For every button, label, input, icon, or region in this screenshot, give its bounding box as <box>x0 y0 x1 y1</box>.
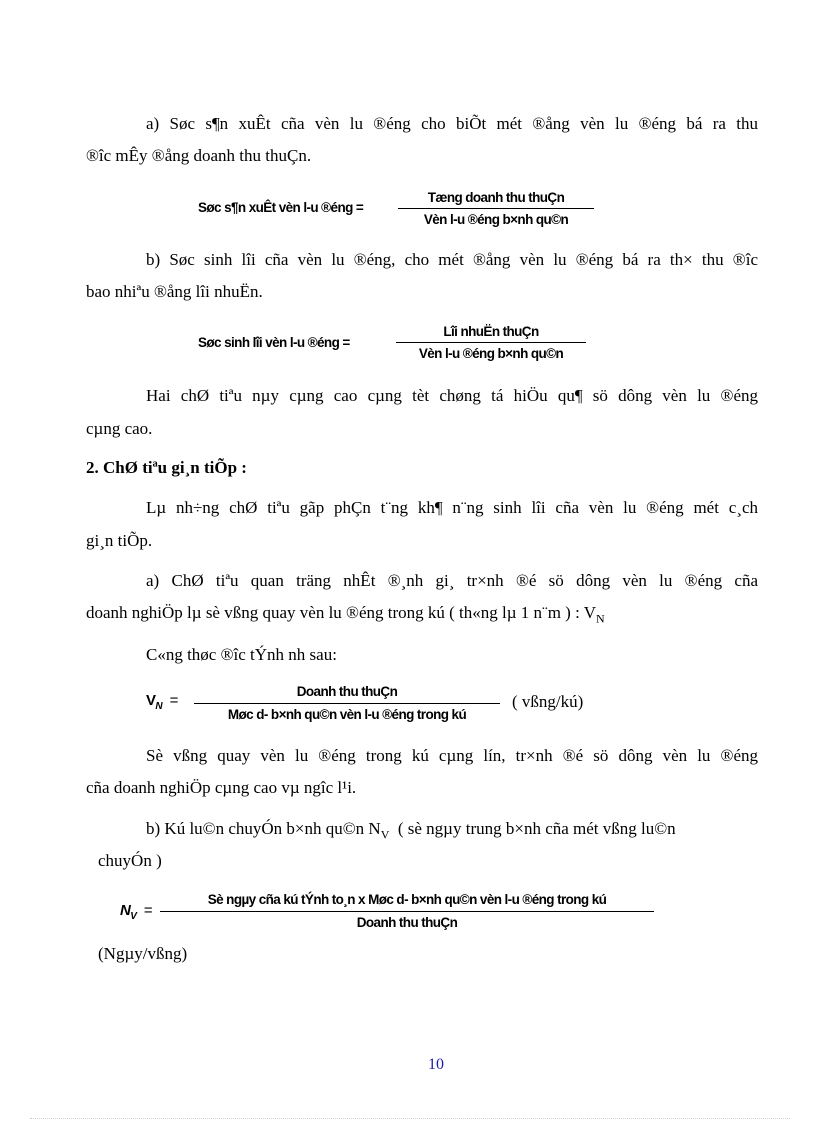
formula-1-numerator: Tæng doanh thu thuÇn <box>427 190 565 205</box>
formula-3-lhs <box>146 692 178 712</box>
formula-2-numerator: Lîi nhuËn thuÇn <box>443 324 539 339</box>
paragraph-8-line-2: chuyÓn ) <box>98 851 162 870</box>
paragraph-5-line-2-text: doanh nghiÖp lµ sè vßng quay vèn lu ®éng trong kú ( th«ng lµ 1 n¨m ) : V <box>86 603 597 622</box>
formula-4-denominator: Doanh thu thuÇn <box>356 915 458 930</box>
paragraph-5-subscript: N <box>596 611 605 626</box>
paragraph-6: C«ng thøc ®îc tÝnh nh sau: <box>146 645 337 664</box>
paragraph-1-line-1: a) Søc s¶n xuÊt cña vèn lu ®éng cho biÕt mét ®ång vèn lu ®éng bá ra thu <box>146 114 758 133</box>
formula-3-lhs-sub: N <box>155 701 163 712</box>
paragraph-8-line-1 <box>146 819 676 842</box>
paragraph-8-line-1-text: b) Kú lu©n chuyÓn b×nh qu©n N <box>146 819 381 838</box>
paragraph-8-subscript: V <box>380 827 390 842</box>
formula-2-fraction-bar <box>396 342 586 343</box>
paragraph-7-line-2: cña doanh nghiÖp cµng cao vµ ngîc l¹i. <box>86 778 357 797</box>
formula-4-fraction-bar <box>160 911 654 912</box>
formula-3-fraction-bar <box>194 703 500 704</box>
page-bottom-divider <box>30 1118 790 1119</box>
formula-4-numerator: Sè ngµy cña kú tÝnh to¸n x Møc d- b×nh qu©n vèn l-u ®éng trong kú <box>207 892 607 907</box>
paragraph-2-line-1: b) Søc sinh lîi cña vèn lu ®éng, cho mét ®ång vèn lu ®éng bá ra th× thu ®îc <box>146 250 758 269</box>
paragraph-3-line-1: Hai chØ tiªu nµy cµng cao cµng tèt chøng tá hiÖu qu¶ sö dông vèn lu ®éng <box>146 386 758 405</box>
formula-3-denominator: Møc d- b×nh qu©n vèn l-u ®éng trong kú <box>227 707 467 722</box>
formula-2-denominator: Vèn l-u ®éng b×nh qu©n <box>418 346 564 361</box>
formula-1-denominator: Vèn l-u ®éng b×nh qu©n <box>423 212 569 227</box>
formula-1-lhs: Søc s¶n xuÊt vèn l-u ®éng = <box>198 200 364 215</box>
formula-3-lhs-main: V <box>146 692 156 709</box>
paragraph-2-line-2: bao nhiªu ®ång lîi nhuËn. <box>86 282 263 301</box>
paragraph-4-line-1: Lµ nh÷ng chØ tiªu gãp phÇn t¨ng kh¶ n¨ng sinh lîi cña vèn lu ®éng mét c¸ch <box>146 498 758 517</box>
formula-3-equals: = <box>169 692 178 709</box>
formula-3-numerator: Doanh thu thuÇn <box>296 684 398 699</box>
paragraph-5-line-1: a) ChØ tiªu quan träng nhÊt ®¸nh gi¸ tr×nh ®é sö dông vèn lu ®éng cña <box>146 571 758 590</box>
paragraph-7-line-1: Sè vßng quay vèn lu ®éng trong kú cµng lín, tr×nh ®é sö dông vèn lu ®éng <box>146 746 758 765</box>
formula-4-equals: = <box>143 902 153 919</box>
formula-1-fraction-bar <box>398 208 594 209</box>
formula-4-lhs-main: N <box>120 902 131 919</box>
paragraph-5-line-2 <box>86 603 605 626</box>
paragraph-8-line-1-rest: ( sè ngµy trung b×nh cña mét vßng lu©n <box>389 819 676 838</box>
page-number: 10 <box>428 1056 444 1073</box>
paragraph-3-line-2: cµng cao. <box>86 419 153 438</box>
formula-4-lhs-sub: V <box>130 911 137 922</box>
paragraph-9-unit-note: (Ngµy/vßng) <box>98 944 188 963</box>
section-heading-2: 2. ChØ tiªu gi¸n tiÕp : <box>86 458 247 477</box>
formula-4-lhs <box>120 902 152 922</box>
paragraph-4-line-2: gi¸n tiÕp. <box>86 531 153 550</box>
formula-3-unit: ( vßng/kú) <box>512 692 584 711</box>
formula-2-lhs: Søc sinh lîi vèn l-u ®éng = <box>198 335 350 350</box>
paragraph-1-line-2: ®îc mÊy ®ång doanh thu thuÇn. <box>86 146 312 165</box>
